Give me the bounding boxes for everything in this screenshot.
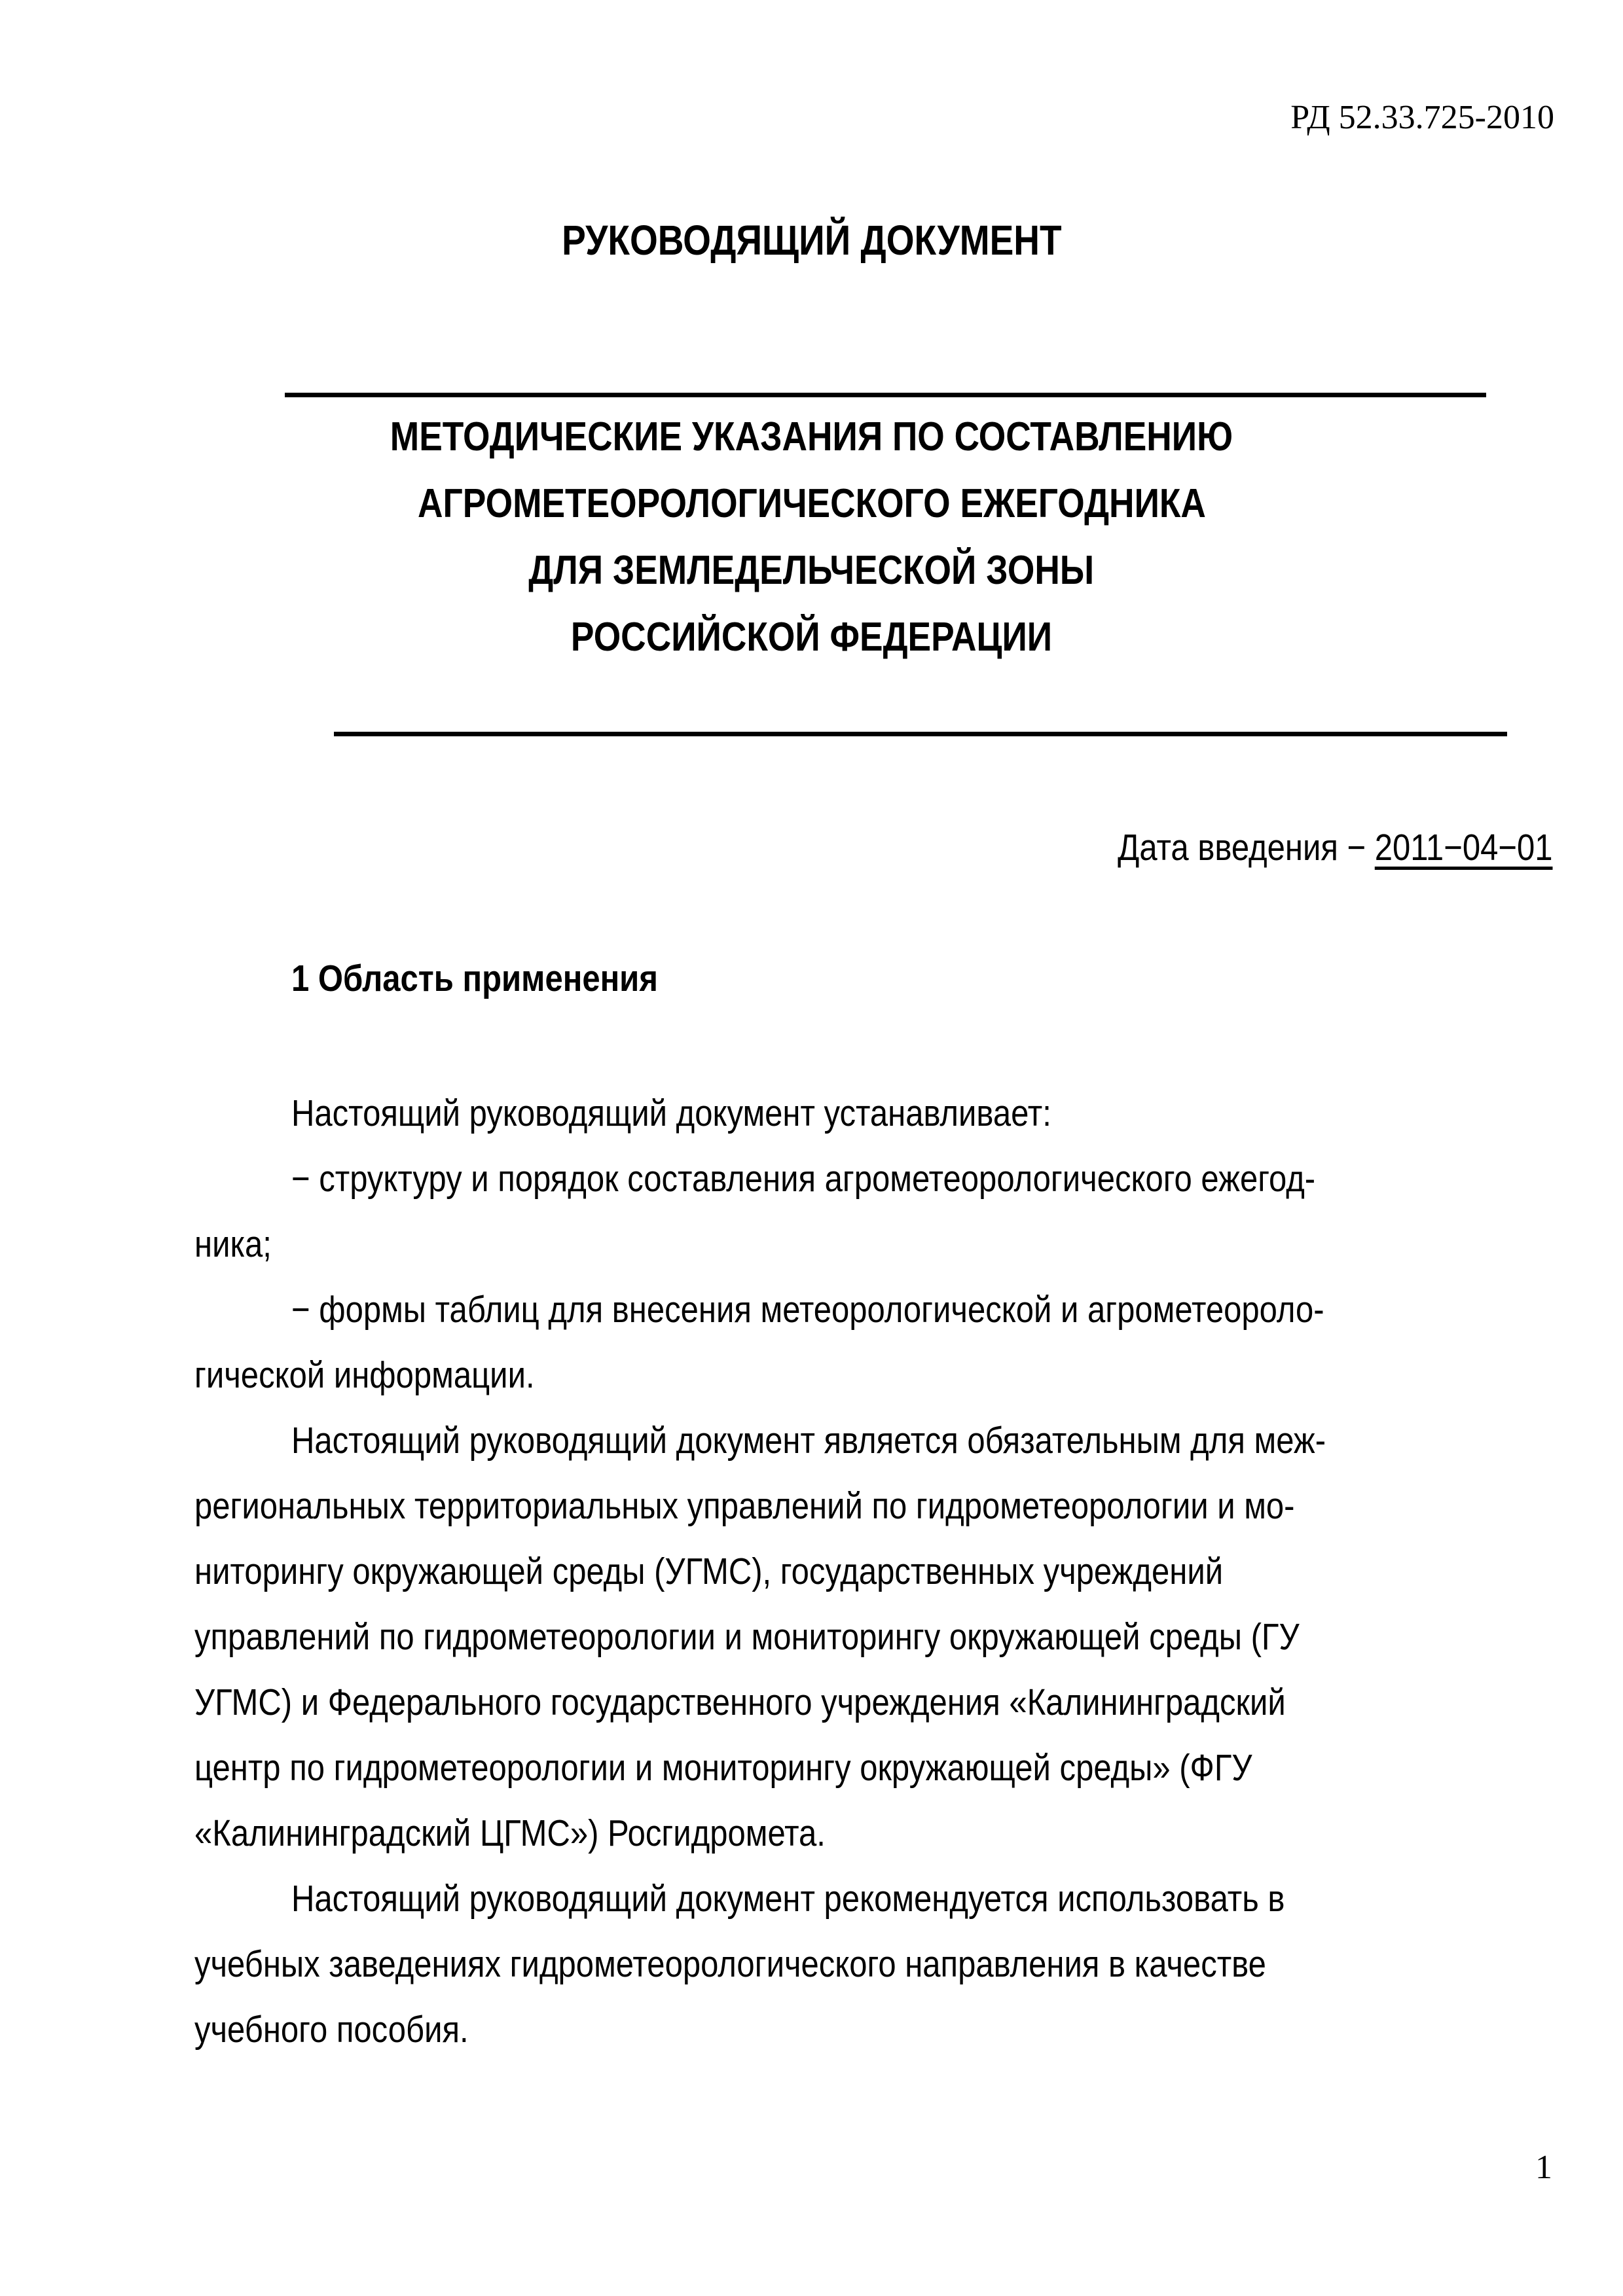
paragraph-line (291, 1876, 1552, 1922)
bottom-rule-divider (334, 732, 1507, 736)
paragraph-line (291, 1287, 1552, 1333)
line-text: «Калининградский ЦГМС») Росгидромета. (194, 1812, 826, 1854)
line-text: − структуру и порядок составления агрометеорологического ежегод- (291, 1158, 1316, 1200)
paragraph-line (194, 1483, 1552, 1529)
document-type-title-text: РУКОВОДЯЩИЙ ДОКУМЕНТ (561, 217, 1062, 264)
line-text: управлений по гидрометеорологии и мониторингу окружающей среды (ГУ (194, 1616, 1300, 1658)
paragraph-line (291, 1418, 1552, 1463)
paragraph-line (194, 1745, 1552, 1791)
paragraph-line (194, 1941, 1552, 1987)
line-text: − формы таблиц для внесения метеорологической и агрометеороло- (291, 1289, 1324, 1331)
paragraph-line (194, 1221, 1552, 1267)
section-heading-text: 1 Область применения (291, 958, 658, 999)
line-text: Настоящий руководящий документ рекомендуется использовать в (291, 1878, 1285, 1920)
paragraph-line (291, 1090, 1552, 1136)
top-rule-divider (285, 393, 1486, 397)
effective-date-value: 2011−04−01 (1374, 827, 1552, 869)
subtitle-line-2 (0, 480, 1623, 527)
subtitle-line-3 (0, 547, 1623, 594)
line-text: ника; (194, 1223, 272, 1265)
line-text: гической информации. (194, 1354, 535, 1396)
line-text: УГМС) и Федерального государственного учреждения «Калининградский (194, 1681, 1286, 1723)
effective-date (1047, 826, 1553, 869)
page-number: 1 (1535, 2149, 1552, 2186)
paragraph-line (194, 2007, 1552, 2053)
document-type-title (0, 216, 1623, 264)
line-text: Настоящий руководящий документ устанавливает: (291, 1092, 1051, 1134)
subtitle-line-1-text: МЕТОДИЧЕСКИЕ УКАЗАНИЯ ПО СОСТАВЛЕНИЮ (390, 414, 1233, 459)
paragraph-line (291, 1156, 1552, 1202)
line-text: учебного пособия. (194, 2009, 469, 2051)
section-heading (291, 957, 718, 1000)
subtitle-line-3-text: ДЛЯ ЗЕМЛЕДЕЛЬЧЕСКОЙ ЗОНЫ (528, 548, 1095, 593)
subtitle-line-4-text: РОССИЙСКОЙ ФЕДЕРАЦИИ (570, 615, 1053, 660)
line-text: учебных заведениях гидрометеорологического направления в качестве (194, 1943, 1266, 1985)
subtitle-line-1 (0, 414, 1623, 460)
line-text: Настоящий руководящий документ является обязательным для меж- (291, 1420, 1326, 1462)
paragraph-line (194, 1549, 1552, 1594)
line-text: региональных территориальных управлений по гидрометеорологии и мо- (194, 1485, 1295, 1527)
subtitle-line-2-text: АГРОМЕТЕОРОЛОГИЧЕСКОГО ЕЖЕГОДНИКА (417, 481, 1206, 526)
line-text: центр по гидрометеорологии и мониторингу окружающей среды» (ФГУ (194, 1747, 1252, 1789)
document-code: РД 52.33.725-2010 (1290, 99, 1554, 136)
paragraph-line (194, 1352, 1552, 1398)
paragraph-line (194, 1614, 1552, 1660)
subtitle-line-4 (0, 614, 1623, 660)
line-text: ниторингу окружающей среды (УГМС), государственных учреждений (194, 1551, 1224, 1592)
paragraph-line (194, 1810, 1552, 1856)
effective-date-label: Дата введения − (1117, 827, 1366, 869)
paragraph-line (194, 1679, 1552, 1725)
